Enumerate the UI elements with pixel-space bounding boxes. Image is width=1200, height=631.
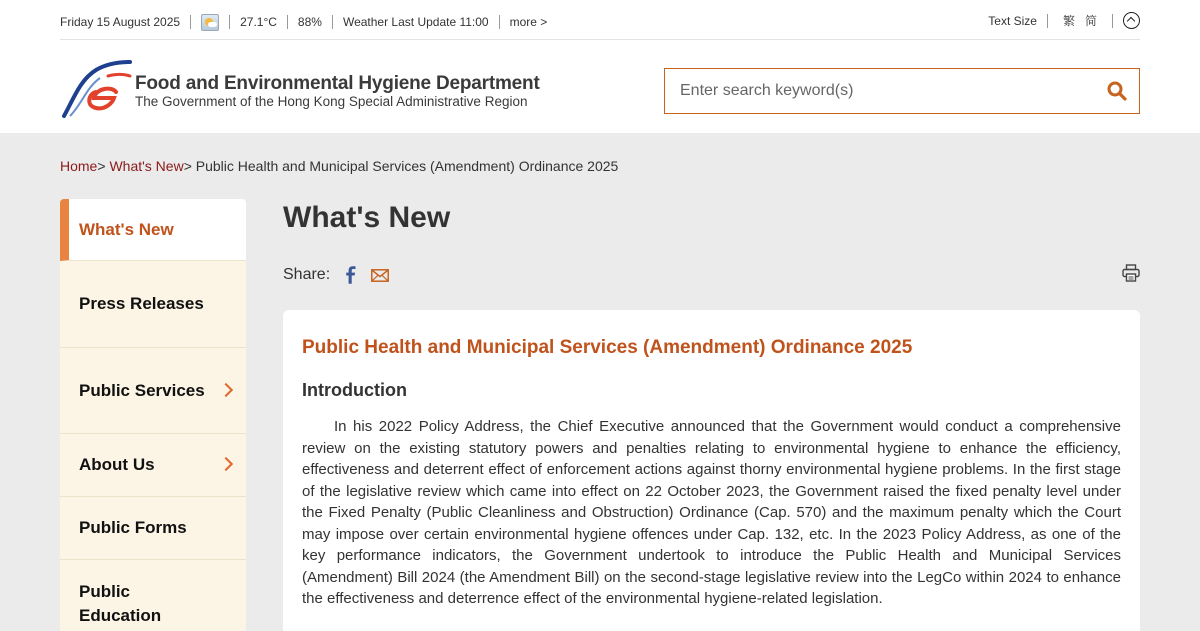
- logo-title: Food and Environmental Hygiene Department: [135, 73, 540, 94]
- divider: [499, 15, 500, 29]
- search-icon[interactable]: [1107, 81, 1127, 101]
- temperature: 27.1°C: [240, 14, 277, 29]
- text-size-link[interactable]: Text Size: [988, 13, 1037, 28]
- breadcrumb-separator: >: [183, 158, 192, 174]
- sidebar-item-label: Public Forms: [79, 518, 187, 537]
- breadcrumb-whats-new[interactable]: What's New: [109, 158, 184, 174]
- article-card: [283, 310, 1140, 631]
- sidebar-item-press-releases[interactable]: [60, 261, 246, 348]
- divider: [190, 15, 191, 29]
- sidebar-item-public-services[interactable]: [60, 348, 246, 434]
- sidebar-item-whats-new[interactable]: [60, 199, 246, 261]
- page-title: What's New: [283, 201, 451, 234]
- divider: [1047, 14, 1048, 28]
- humidity: 88%: [297, 14, 322, 29]
- back-to-top-icon[interactable]: [1123, 12, 1140, 29]
- lang-traditional-chinese[interactable]: 繁: [1062, 14, 1075, 28]
- top-bar-tools: [988, 12, 1140, 29]
- sidebar-item-label: About Us: [79, 455, 155, 474]
- top-bar: [60, 0, 1140, 40]
- share-bar: [283, 266, 389, 284]
- share-label: Share:: [283, 266, 331, 283]
- sidebar-item-label: Public Services: [79, 380, 205, 400]
- sidebar-nav: [60, 199, 246, 631]
- mail-icon[interactable]: [371, 269, 389, 282]
- divider: [229, 15, 230, 29]
- divider: [332, 15, 333, 29]
- sidebar-item-label: Press Releases: [79, 294, 204, 313]
- current-date: Friday 15 August 2025: [60, 14, 181, 29]
- article-section-heading: Introduction: [302, 380, 407, 400]
- search-box: [664, 68, 1140, 114]
- weather-more-link[interactable]: more >: [509, 14, 548, 29]
- chevron-right-icon[interactable]: [219, 382, 233, 396]
- sidebar-item-label: What's New: [79, 219, 174, 239]
- print-icon[interactable]: [1122, 264, 1140, 282]
- search-input[interactable]: [680, 69, 1090, 112]
- divider: [1112, 14, 1113, 28]
- breadcrumb: [60, 158, 618, 174]
- breadcrumb-current: Public Health and Municipal Services (Amendment) Ordinance 2025: [195, 158, 619, 174]
- facebook-icon[interactable]: [345, 266, 357, 284]
- chevron-right-icon[interactable]: [219, 457, 233, 471]
- sidebar-item-label: Public Education: [79, 581, 162, 625]
- article-paragraph: In his 2022 Policy Address, the Chief Executive announced that the Government would conduct a comprehensive review on the existing statutory powers and penalties relating to environmental hygiene to enhance the efficiency, effectiveness and deterrent effect of enforcement actions against thorny environmental hygiene problems. In the first stage of the legislative review which came into effect on 22 October 2023, the Government raised the fixed penalty level under the Fixed Penalty (Public Cleanliness and Obstruction) Ordinance (Cap. 570) and the maximum penalty which the Court may impose over certain environmental hygiene offences under Cap. 132, etc. In the 2023 Policy Address, as one of the key performance indicators, the Government undertook to introduce the Public Health and Municipal Services (Amendment) Bill 2024 (the Amendment Bill) on the second-stage legislative review into the LegCo within 2024 to enhance the effectiveness and deterrence effect of the environmental hygiene-related legislation.: [302, 418, 1121, 607]
- breadcrumb-separator: >: [97, 158, 106, 174]
- fehd-logo[interactable]: [60, 58, 540, 120]
- weather-info: [60, 13, 547, 30]
- fehd-emblem-icon: [60, 58, 132, 120]
- sidebar-item-about-us[interactable]: [60, 434, 246, 497]
- article-title: Public Health and Municipal Services (Amendment) Ordinance 2025: [302, 337, 913, 358]
- sidebar-item-public-forms[interactable]: [60, 497, 246, 560]
- weather-icon[interactable]: [201, 14, 219, 31]
- breadcrumb-home[interactable]: Home: [60, 158, 98, 174]
- sidebar-item-public-education[interactable]: [60, 560, 246, 631]
- divider: [287, 15, 288, 29]
- weather-update-time: Weather Last Update 11:00: [342, 14, 489, 29]
- lang-simplified-chinese[interactable]: 简: [1084, 14, 1097, 28]
- site-header: [0, 0, 1200, 133]
- logo-subtitle: The Government of the Hong Kong Special Administrative Region: [135, 94, 528, 109]
